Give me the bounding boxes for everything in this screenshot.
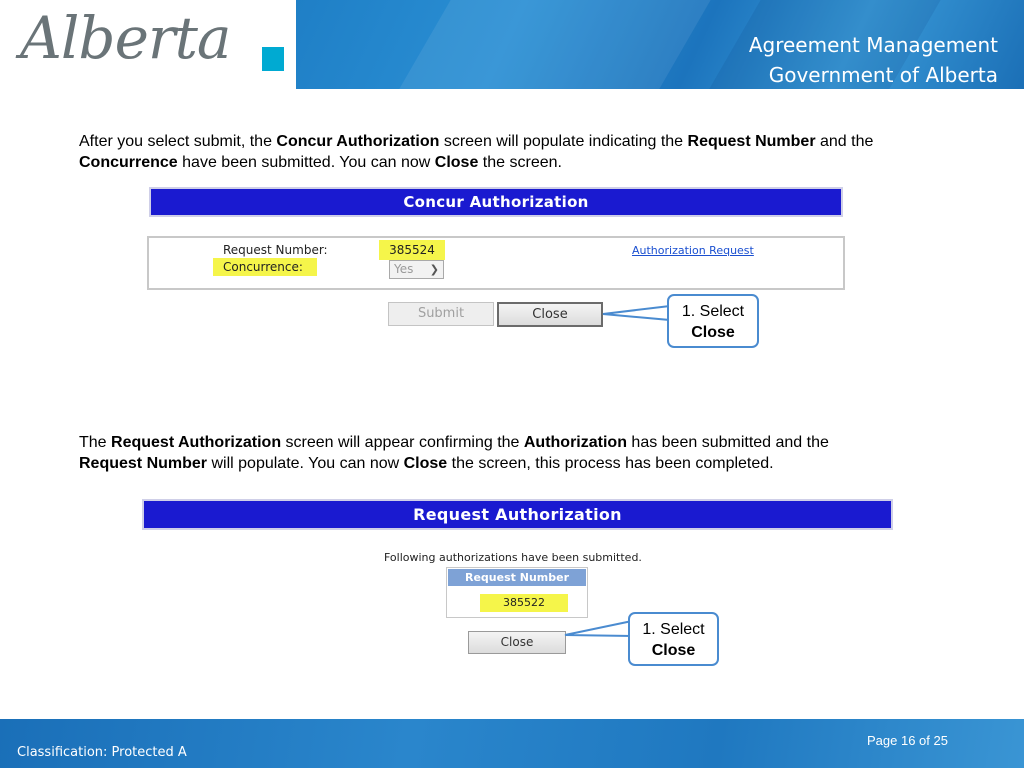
slide-header (0, 0, 1024, 90)
request-number-label: Request Number: (223, 243, 328, 257)
header-title-line1: Agreement Management (748, 33, 998, 57)
request-number-column-header: Request Number (448, 569, 586, 586)
concurrence-label: Concurrence: (213, 258, 317, 276)
request-number-cell: 385522 (480, 594, 568, 612)
instruction-paragraph-2: The Request Authorization screen will appear confirming the Authorization has been submitted and the Request Number will populate. You can now Close the screen, this process has been completed. (79, 434, 829, 472)
concurrence-select[interactable]: Yes ❯ (389, 260, 444, 279)
alberta-logo (0, 0, 296, 90)
callout-select-close-2: 1. Select Close (628, 612, 719, 666)
concur-authorization-title-bar: Concur Authorization (149, 187, 843, 217)
slide-footer (0, 719, 1024, 768)
submit-button[interactable]: Submit (388, 302, 494, 326)
header-title (749, 30, 998, 90)
authorization-request-link[interactable]: Authorization Request (632, 244, 754, 257)
request-authorization-title-bar: Request Authorization (142, 499, 893, 530)
submitted-message: Following authorizations have been submitted. (384, 551, 642, 564)
logo-accent-square (262, 47, 284, 71)
page-number: Page 16 of 25 (867, 733, 948, 748)
chevron-down-icon: ❯ (429, 263, 439, 276)
classification-label: Classification: Protected A (17, 745, 187, 760)
request-close-button[interactable]: Close (468, 631, 566, 654)
callout-select-close-1: 1. Select Close (667, 294, 759, 348)
instruction-paragraph-1: After you select submit, the Concur Authorization screen will populate indicating the Request Number and the Concurrence have been submitted. You can now Close the screen. (79, 133, 874, 171)
header-title-line2: Government of Alberta (768, 63, 998, 87)
request-number-table (446, 567, 588, 618)
callout-pointer-2 (562, 618, 634, 648)
request-number-value: 385524 (379, 240, 445, 260)
callout-pointer-1 (600, 300, 672, 330)
close-button[interactable]: Close (497, 302, 603, 327)
logo-wordmark: Alberta (20, 4, 231, 72)
